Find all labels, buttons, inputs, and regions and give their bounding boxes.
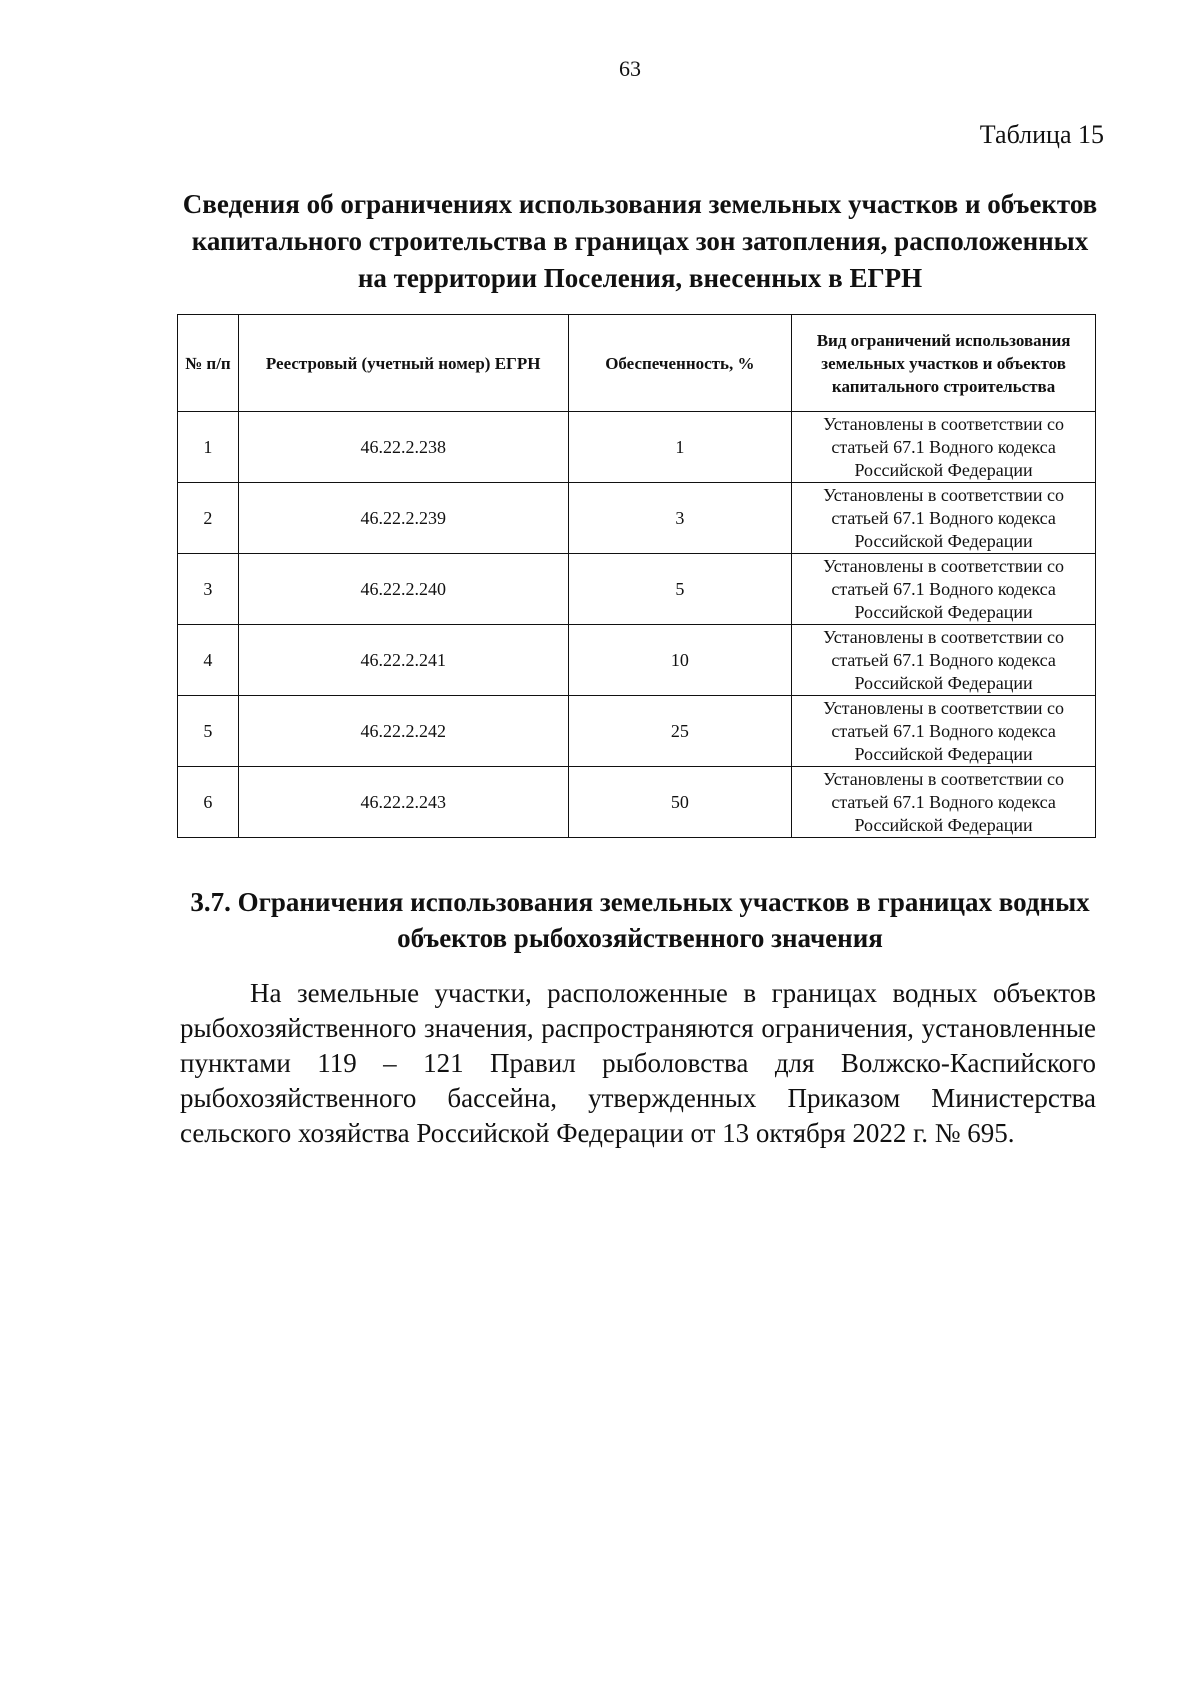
cell-provision: 25: [568, 696, 792, 767]
cell-registry-number: 46.22.2.242: [238, 696, 568, 767]
cell-number: 1: [178, 412, 239, 483]
cell-number: 3: [178, 554, 239, 625]
header-restriction-type: Вид ограничений использования земельных участков и объектов капитального строительства: [792, 315, 1096, 412]
table-row: [178, 625, 1096, 696]
table-label: Таблица 15: [979, 120, 1104, 149]
header-provision: Обеспеченность, %: [568, 315, 792, 412]
table-row: [178, 554, 1096, 625]
cell-number: 5: [178, 696, 239, 767]
cell-provision: 1: [568, 412, 792, 483]
cell-number: 2: [178, 483, 239, 554]
table-row: [178, 412, 1096, 483]
table-row: [178, 767, 1096, 838]
cell-number: 6: [178, 767, 239, 838]
body-paragraph: На земельные участки, расположенные в границах водных объектов рыбохозяйственного значения, распространяются ограничения, установленные пунктами 119 – 121 Правил рыболовства для Волжско-Каспийского рыбохозяйственного бассейна, утвержденных Приказом Министерства сельского хозяйства Российской Федерации от 13 октября 2022 г. № 695.: [180, 978, 1096, 1148]
cell-number: 4: [178, 625, 239, 696]
table-header-row: [178, 315, 1096, 412]
cell-registry-number: 46.22.2.240: [238, 554, 568, 625]
cell-registry-number: 46.22.2.243: [238, 767, 568, 838]
page-number: 63: [619, 56, 641, 81]
cell-registry-number: 46.22.2.241: [238, 625, 568, 696]
cell-registry-number: 46.22.2.239: [238, 483, 568, 554]
cell-provision: 5: [568, 554, 792, 625]
table-title: Сведения об ограничениях использования земельных участков и объектов капитального строительства в границах зон затопления, расположенных на территории Поселения, внесенных в ЕГРН: [182, 189, 1098, 293]
cell-provision: 50: [568, 767, 792, 838]
table-row: [178, 483, 1096, 554]
header-registry-number: Реестровый (учетный номер) ЕГРН: [238, 315, 568, 412]
cell-restriction-type: Установлены в соответствии со статьей 67.1 Водного кодекса Российской Федерации: [792, 554, 1096, 625]
restrictions-table: [177, 314, 1096, 838]
cell-restriction-type: Установлены в соответствии со статьей 67.1 Водного кодекса Российской Федерации: [792, 696, 1096, 767]
header-number: № п/п: [178, 315, 239, 412]
table-row: [178, 696, 1096, 767]
cell-restriction-type: Установлены в соответствии со статьей 67.1 Водного кодекса Российской Федерации: [792, 412, 1096, 483]
cell-provision: 3: [568, 483, 792, 554]
cell-provision: 10: [568, 625, 792, 696]
cell-restriction-type: Установлены в соответствии со статьей 67.1 Водного кодекса Российской Федерации: [792, 767, 1096, 838]
cell-registry-number: 46.22.2.238: [238, 412, 568, 483]
cell-restriction-type: Установлены в соответствии со статьей 67.1 Водного кодекса Российской Федерации: [792, 483, 1096, 554]
section-heading: 3.7. Ограничения использования земельных участков в границах водных объектов рыбохозяйственного значения: [190, 887, 1090, 953]
cell-restriction-type: Установлены в соответствии со статьей 67.1 Водного кодекса Российской Федерации: [792, 625, 1096, 696]
